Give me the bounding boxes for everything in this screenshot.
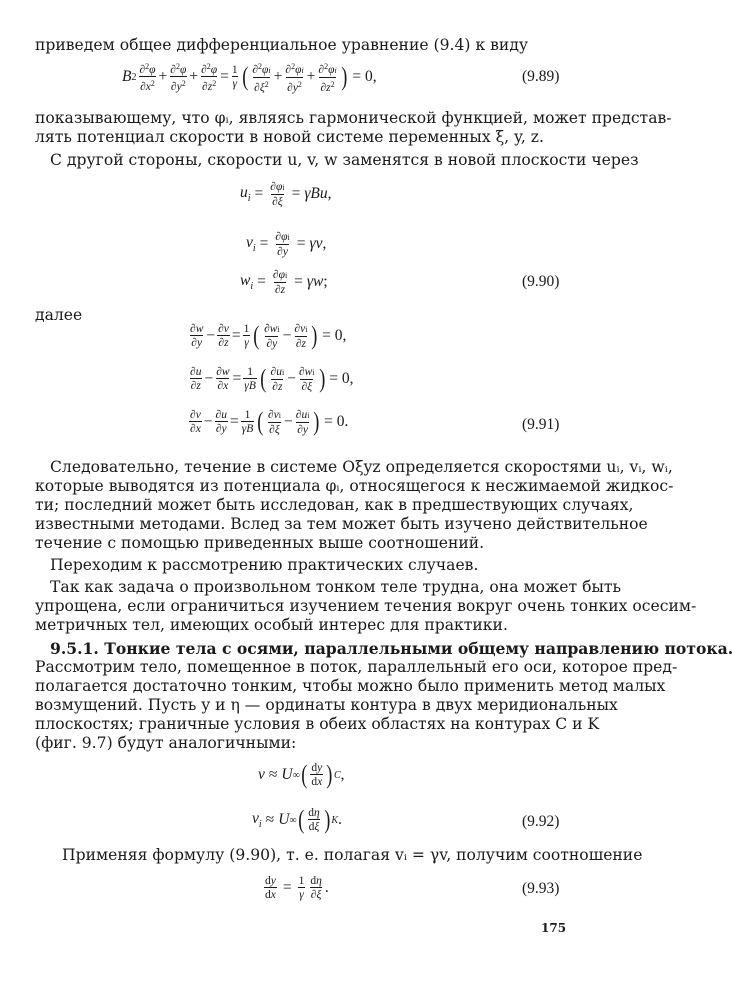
text-line: Переходим к рассмотрению практических случаев. xyxy=(50,556,479,574)
equation-9-91a: $\frac{\partial w}{\partial y}$ − $\frac{\partial v}{\partial z}$ = $\frac{1}{\gamma}$ ( $\frac{\partial wi}{\partial y}$ − $\frac{\partial vi}{\partial z}$ ) = 0, xyxy=(190,321,347,350)
text-line: далее xyxy=(35,306,83,324)
text-line: которые выводятся из потенциала φᵢ, относящегося к несжимаемой жидкос- xyxy=(35,477,674,495)
text-line: возмущений. Пусть y и η — ординаты контура в двух меридиональных xyxy=(35,696,618,714)
equation-9-90c: $w_i$ = $\frac{\partial\varphi i}{\partial z}$ = γw ; xyxy=(240,268,328,296)
text-line: Применяя формулу (9.90), т. е. полагая vᵢ = γv, получим соотношение xyxy=(62,846,643,864)
equation-text-source xyxy=(0,0,1,1)
equation-9-93: $\frac{dy}{dx}$ = $\frac{1}{\gamma}$ $\frac{d\eta}{\partial\xi}$ . xyxy=(265,875,329,901)
text-line: метричных тел, имеющих особый интерес для практики. xyxy=(35,616,508,634)
text-line: (фиг. 9.7) будут аналогичными: xyxy=(35,734,297,752)
equation-9-92a: v ≈ U ∞ ( $\frac{dy}{dx}$ ) C , xyxy=(258,760,345,789)
text-line: полагается достаточно тонким, чтобы можно было применить метод малых xyxy=(35,677,666,695)
text-line: известными методами. Вслед за тем может быть изучено действительное xyxy=(35,515,648,533)
text-line: Следовательно, течение в системе Oξyz определяется скоростями uᵢ, vᵢ, wᵢ, xyxy=(50,458,673,476)
text-line: плоскостях; граничные условия в обеих областях на контурах C и K xyxy=(35,715,600,733)
equation-9-90b: $v_i$ = $\frac{\partial\varphi i}{\partial y}$ = γv , xyxy=(246,230,327,258)
text-line: приведем общее дифференциальное уравнение (9.4) к виду xyxy=(35,36,529,54)
equation-9-92b: $v_i$ ≈ U ∞ ( $\frac{d\eta}{d\xi}$ ) K . xyxy=(252,805,342,834)
equation-number: (9.91) xyxy=(522,416,560,433)
equation-number: (9.90) xyxy=(522,273,560,290)
equation-number: (9.92) xyxy=(522,813,560,830)
equation-9-91c: $\frac{\partial v}{\partial x}$ − $\frac{\partial u}{\partial y}$ = $\frac{1}{\gamma B}$ ( $\frac{\partial vi}{\partial\xi}$ − $\frac{\partial ui}{\partial y}$ ) = 0. xyxy=(190,407,349,436)
text-line: С другой стороны, скорости u, v, w заменятся в новой плоскости через xyxy=(50,151,639,169)
text-line: Так как задача о произвольном тонком теле трудна, она может быть xyxy=(50,578,622,596)
section-heading: 9.5.1. Тонкие тела с осями, параллельными общему направлению потока. xyxy=(50,639,733,658)
equation-number: (9.89) xyxy=(522,68,560,85)
eq-text xyxy=(0,0,1,1)
text-line: лять потенциал скорости в новой системе переменных ξ, y, z. xyxy=(35,128,544,146)
text-line: показывающему, что φᵢ, являясь гармонической функцией, может представ- xyxy=(35,109,672,127)
text-line: ти; последний может быть исследован, как в предшествующих случаях, xyxy=(35,496,634,514)
page-number: 175 xyxy=(541,921,567,935)
text-line: течение с помощью приведенных выше соотношений. xyxy=(35,534,485,552)
text-line: упрощена, если ограничиться изучением течения вокруг очень тонких осесим- xyxy=(35,597,697,615)
equation-9-91b: $\frac{\partial u}{\partial z}$ − $\frac{\partial w}{\partial x}$ = $\frac{1}{\gamma B}$ ( $\frac{\partial ui}{\partial z}$ − $\frac{\partial wi}{\partial\xi}$ ) = 0, xyxy=(190,364,354,393)
equation-9-89: B 2 $\frac{\partial^2\varphi}{\partial x^2}$ + $\frac{\partial^2\varphi}{\partial y^2}$ + $\frac{\partial^2\varphi}{\partial z^2}$ = $\frac{1}{\gamma}$ ( $\frac{\partial^2\varphi i}{\partial\xi^2}$ + $\frac{\partial^2\varphi i}{\partial y^2}$ + $\frac{\partial^2\varphi i}{\partial z^2}$ ) = 0, xyxy=(122,61,377,94)
equation-number: (9.93) xyxy=(522,880,560,897)
text-line: Рассмотрим тело, помещенное в поток, параллельный его оси, которое пред- xyxy=(35,658,678,676)
equation-9-90a: $u_i$ = $\frac{\partial\varphi i}{\partial\xi}$ = γBu , xyxy=(240,180,332,208)
